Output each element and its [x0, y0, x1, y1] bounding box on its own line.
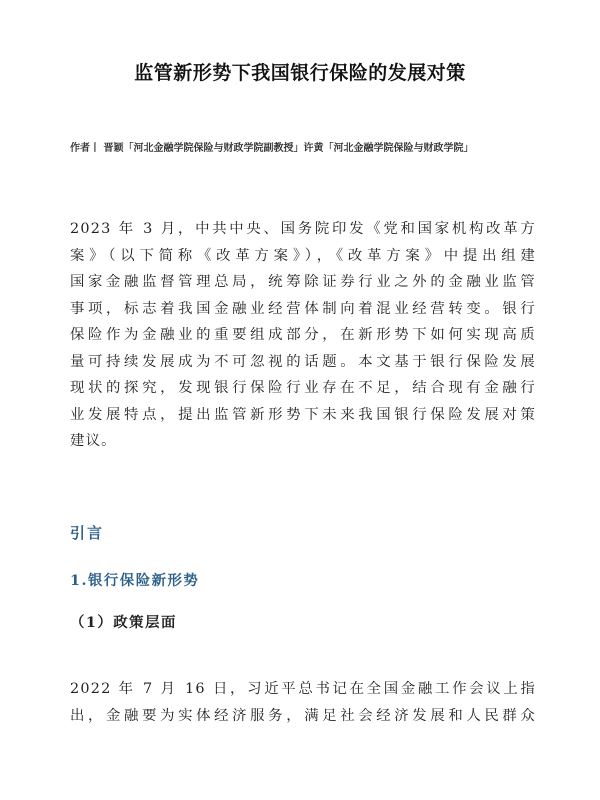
body-line: 2022 年 7 月 16 日，习近平总书记在全国金融工作会议上指 [70, 681, 536, 697]
article-title: 监管新形势下我国银行保险的发展对策 [134, 62, 466, 84]
intro-heading: 引言 [70, 524, 105, 542]
abstract-line: 量可持续发展成为不可忽视的话题。本文基于银行保险发展 [70, 353, 536, 370]
section-heading: 1.银行保险新形势 [70, 572, 200, 589]
abstract-line: 建议。 [70, 433, 117, 449]
body-paragraph [70, 676, 536, 730]
subsection-heading: （1）政策层面 [70, 614, 177, 631]
abstract-line: 案》（以下简称《改革方案》），《改革方案》中提出组建 [70, 247, 536, 264]
abstract-line: 事项，标志着我国金融业经营体制向着混业经营转变。银行 [70, 300, 536, 317]
abstract-line: 2023 年 3 月，中共中央、国务院印发《党和国家机构改革方 [70, 221, 536, 237]
abstract-line: 现状的探究，发现银行保险行业存在不足，结合现有金融行 [70, 380, 536, 396]
body-line: 出，金融要为实体经济服务，满足社会经济发展和人民群众 [70, 708, 536, 724]
abstract-line: 保险作为金融业的重要组成部分，在新形势下如何实现高质 [70, 327, 536, 343]
abstract-paragraph [70, 216, 536, 455]
abstract-line: 业发展特点，提出监管新形势下未来我国银行保险发展对策 [70, 406, 536, 423]
author-byline: 作者丨 晋颖「河北金融学院保险与财政学院副教授」许黄「河北金融学院保险与财政学院」 [70, 143, 474, 154]
abstract-line: 国家金融监督管理总局，统筹除证券行业之外的金融业监管 [70, 274, 536, 290]
